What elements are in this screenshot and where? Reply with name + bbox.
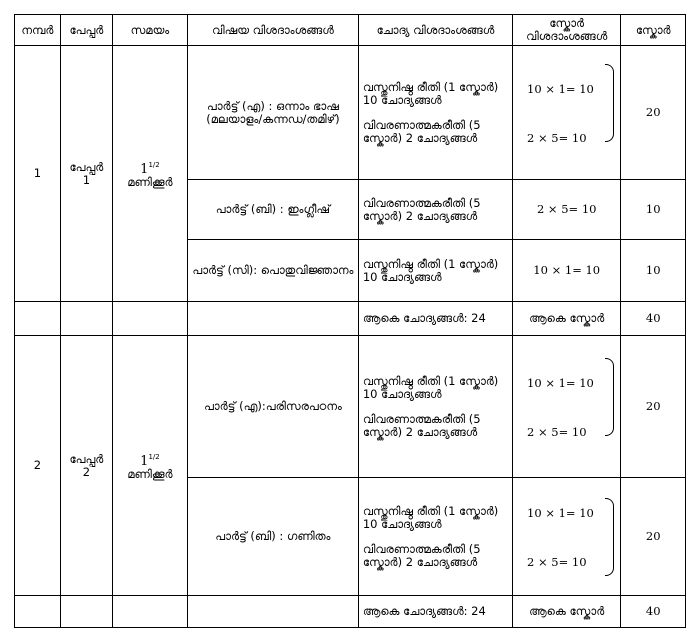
paper1-paper-num: 1 xyxy=(82,172,91,187)
table-row xyxy=(15,336,686,478)
paper1-paper xyxy=(60,46,112,302)
paper2-paper-num: 2 xyxy=(82,464,91,479)
paper2-part-b-questions xyxy=(358,478,512,596)
header-subject: വിഷയ വിശദാംശങ്ങൾ xyxy=(187,15,358,46)
paper1-part-c-score-detail: 10 × 1= 10 xyxy=(513,240,621,302)
paper1-part-a-sd1: 10 × 1= 10 xyxy=(527,81,594,96)
paper1-part-a-sd2: 2 × 5= 10 xyxy=(527,130,587,145)
paper1-part-c-score: 10 xyxy=(621,240,686,302)
paper2-part-a-score: 20 xyxy=(621,336,686,478)
paper1-total-questions: ആകെ ചോദ്യങ്ങൾ: 24 xyxy=(358,302,512,336)
table-row xyxy=(15,302,686,336)
paper1-paper-word: പേപ്പർ xyxy=(69,159,104,174)
header-no: നമ്പർ xyxy=(15,15,61,46)
paper1-total-score: 40 xyxy=(621,302,686,336)
paper2-time-sup: 1/2 xyxy=(148,452,160,461)
header-questions: ചോദ്യ വിശദാംശങ്ങൾ xyxy=(358,15,512,46)
paper1-total-label: ആകെ സ്കോർ xyxy=(513,302,621,336)
paper1-part-c-subject: പാർട്ട് (സി): പൊതുവിജ്ഞാനം xyxy=(187,240,358,302)
paper1-time-num: 1 xyxy=(140,161,149,177)
paper2-paper xyxy=(60,336,112,596)
paper1-time-unit: മണിക്കൂർ xyxy=(127,174,173,189)
header-row xyxy=(15,15,686,46)
brace-icon xyxy=(605,358,614,436)
paper1-part-a-questions xyxy=(358,46,512,180)
paper1-part-a-subject: പാർട്ട് (എ) : ഒന്നാം ഭാഷ (മലയാളം/കന്നഡ/തമിഴ്) xyxy=(187,46,358,180)
paper1-part-b-questions: വിവരണാത്മകരീതി (5 സ്കോർ) 2 ചോദ്യങ്ങൾ xyxy=(358,180,512,240)
table-row xyxy=(15,46,686,180)
paper1-part-a-score-detail xyxy=(513,46,621,180)
header-paper: പേപ്പർ xyxy=(60,15,112,46)
paper2-part-a-questions xyxy=(358,336,512,478)
header-time: സമയം xyxy=(112,15,187,46)
brace-icon xyxy=(605,64,614,142)
paper2-paper-word: പേപ്പർ xyxy=(69,451,104,466)
paper1-part-a-q1: വസ്തുനിഷ്ഠ രീതി (1 സ്കോർ) 10 ചോദ്യങ്ങൾ xyxy=(362,79,499,107)
paper2-part-b-subject: പാർട്ട് (ബി) : ഗണിതം xyxy=(187,478,358,596)
paper2-part-b-sd2: 2 × 5= 10 xyxy=(527,554,587,569)
paper1-time xyxy=(112,46,187,302)
paper2-total-label: ആകെ സ്കോർ xyxy=(513,596,621,628)
paper1-part-a-score: 20 xyxy=(621,46,686,180)
paper1-part-b-score-detail: 2 × 5= 10 xyxy=(513,180,621,240)
paper2-total-questions: ആകെ ചോദ്യങ്ങൾ: 24 xyxy=(358,596,512,628)
paper1-part-c-questions: വസ്തുനിഷ്ഠ രീതി (1 സ്കോർ) 10 ചോദ്യങ്ങൾ xyxy=(358,240,512,302)
paper2-total-score: 40 xyxy=(621,596,686,628)
paper2-part-a-sd2: 2 × 5= 10 xyxy=(527,424,587,439)
paper2-part-b-q2: വിവരണാത്മകരീതി (5 സ്കോർ) 2 ചോദ്യങ്ങൾ xyxy=(362,541,481,569)
paper2-part-a-subject: പാർട്ട് (എ):പരിസരപഠനം xyxy=(187,336,358,478)
paper2-part-a-q2: വിവരണാത്മകരീതി (5 സ്കോർ) 2 ചോദ്യങ്ങൾ xyxy=(362,411,481,439)
paper2-part-b-q1: വസ്തുനിഷ്ഠ രീതി (1 സ്കോർ) 10 ചോദ്യങ്ങൾ xyxy=(362,503,499,531)
paper1-part-b-score: 10 xyxy=(621,180,686,240)
exam-scheme-table xyxy=(14,14,686,628)
paper2-part-a-sd1: 10 × 1= 10 xyxy=(527,375,594,390)
paper2-time xyxy=(112,336,187,596)
header-score-detail: സ്കോർ വിശദാംശങ്ങൾ xyxy=(513,15,621,46)
paper1-part-b-subject: പാർട്ട് (ബി) : ഇംഗ്ലീഷ് xyxy=(187,180,358,240)
header-score: സ്കോർ xyxy=(621,15,686,46)
paper2-part-b-score: 20 xyxy=(621,478,686,596)
paper1-part-a-q2: വിവരണാത്മകരീതി (5 സ്കോർ) 2 ചോദ്യങ്ങൾ xyxy=(362,117,481,145)
paper2-part-b-score-detail xyxy=(513,478,621,596)
paper2-part-a-q1: വസ്തുനിഷ്ഠ രീതി (1 സ്കോർ) 10 ചോദ്യങ്ങൾ xyxy=(362,373,499,401)
paper1-no: 1 xyxy=(15,46,61,302)
paper2-time-num: 1 xyxy=(140,453,149,469)
paper2-no: 2 xyxy=(15,336,61,596)
paper2-part-a-score-detail xyxy=(513,336,621,478)
brace-icon xyxy=(605,498,614,576)
paper2-part-b-sd1: 10 × 1= 10 xyxy=(527,505,594,520)
paper1-time-sup: 1/2 xyxy=(148,160,160,169)
table-row xyxy=(15,596,686,628)
paper2-time-unit: മണിക്കൂർ xyxy=(127,466,173,481)
